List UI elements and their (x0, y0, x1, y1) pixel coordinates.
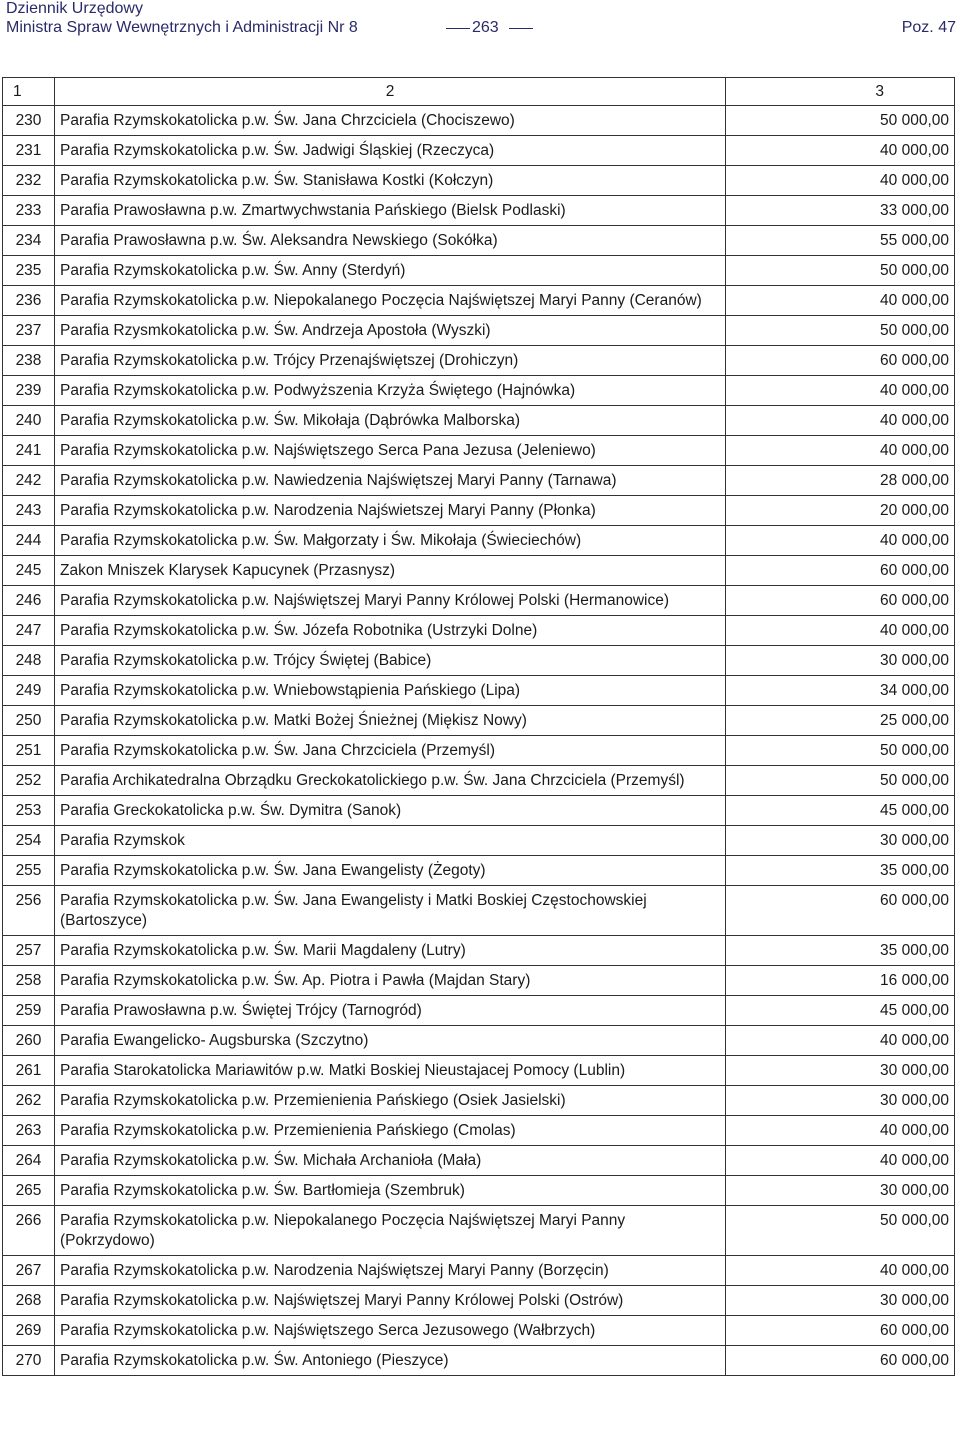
position-number: Poz. 47 (901, 19, 956, 36)
table-row (3, 1256, 955, 1286)
row-number: 241 (3, 436, 55, 466)
grant-amount: 60 000,00 (726, 1316, 955, 1346)
row-number: 243 (3, 496, 55, 526)
row-number: 237 (3, 316, 55, 346)
grant-amount: 40 000,00 (726, 526, 955, 556)
grant-amount: 60 000,00 (726, 1346, 955, 1376)
recipient-name: Parafia Rzymskokatolicka p.w. Najświętszej Maryi Panny Królowej Polski (Hermanowice) (55, 586, 726, 616)
table-row (3, 196, 955, 226)
grant-amount: 40 000,00 (726, 1026, 955, 1056)
row-number: 260 (3, 1026, 55, 1056)
recipient-name: Parafia Rzymskokatolicka p.w. Matki Bożej Śnieżnej (Miękisz Nowy) (55, 706, 726, 736)
column-number-1: 1 (3, 78, 55, 106)
grant-amount: 60 000,00 (726, 886, 955, 936)
table-row (3, 796, 955, 826)
row-number: 240 (3, 406, 55, 436)
row-number: 234 (3, 226, 55, 256)
recipient-name: Parafia Rzymskokatolicka p.w. Narodzenia Najświętszej Maryi Panny (Borzęcin) (55, 1256, 726, 1286)
table-row (3, 526, 955, 556)
row-number: 266 (3, 1206, 55, 1256)
row-number: 248 (3, 646, 55, 676)
table-row (3, 1316, 955, 1346)
table-row (3, 1206, 955, 1256)
row-number: 270 (3, 1346, 55, 1376)
table-row (3, 856, 955, 886)
table-row (3, 406, 955, 436)
row-number: 250 (3, 706, 55, 736)
row-number: 247 (3, 616, 55, 646)
grant-amount: 50 000,00 (726, 736, 955, 766)
row-number: 244 (3, 526, 55, 556)
recipient-name: Parafia Rzymskokatolicka p.w. Najświętszej Maryi Panny Królowej Polski (Ostrów) (55, 1286, 726, 1316)
table-row (3, 436, 955, 466)
recipient-name: Parafia Rzymskokatolicka p.w. Św. Jana Ewangelisty (Żegoty) (55, 856, 726, 886)
grants-table (2, 77, 955, 1376)
grant-amount: 28 000,00 (726, 466, 955, 496)
grant-amount: 35 000,00 (726, 856, 955, 886)
recipient-name: Parafia Starokatolicka Mariawitów p.w. Matki Boskiej Nieustajacej Pomocy (Lublin) (55, 1056, 726, 1086)
grant-amount: 50 000,00 (726, 106, 955, 136)
grant-amount: 40 000,00 (726, 436, 955, 466)
table-row (3, 1086, 955, 1116)
journal-title: Dziennik Urzędowy (6, 0, 143, 17)
recipient-name: Parafia Rzymskokatolicka p.w. Przemienienia Pańskiego (Cmolas) (55, 1116, 726, 1146)
recipient-name: Parafia Rzymskokatolicka p.w. Św. Mikołaja (Dąbrówka Malborska) (55, 406, 726, 436)
table-row (3, 996, 955, 1026)
grant-amount: 40 000,00 (726, 1256, 955, 1286)
table-row (3, 1026, 955, 1056)
row-number: 245 (3, 556, 55, 586)
table-row (3, 106, 955, 136)
recipient-name: Parafia Rzysmkokatolicka p.w. Św. Andrzeja Apostoła (Wyszki) (55, 316, 726, 346)
table-row (3, 646, 955, 676)
table-row (3, 616, 955, 646)
recipient-name: Parafia Rzymskokatolicka p.w. Św. Jadwigi Śląskiej (Rzeczyca) (55, 136, 726, 166)
recipient-name: Parafia Prawosławna p.w. Świętej Trójcy (Tarnogród) (55, 996, 726, 1026)
recipient-name: Parafia Rzymskokatolicka p.w. Najświętszego Serca Pana Jezusa (Jeleniewo) (55, 436, 726, 466)
recipient-name: Parafia Rzymskokatolicka p.w. Św. Jana Ewangelisty i Matki Boskiej Częstochowskiej (Bartoszyce) (55, 886, 726, 936)
recipient-name: Parafia Rzymskokatolicka p.w. Św. Stanisława Kostki (Kołczyn) (55, 166, 726, 196)
table-row (3, 346, 955, 376)
row-number: 263 (3, 1116, 55, 1146)
row-number: 268 (3, 1286, 55, 1316)
grant-amount: 30 000,00 (726, 1176, 955, 1206)
grant-amount: 60 000,00 (726, 586, 955, 616)
row-number: 261 (3, 1056, 55, 1086)
recipient-name: Parafia Rzymskokatolicka p.w. Św. Jana Chrzciciela (Przemyśl) (55, 736, 726, 766)
table-row (3, 736, 955, 766)
grant-amount: 20 000,00 (726, 496, 955, 526)
recipient-name: Parafia Rzymskokatolicka p.w. Św. Bartłomieja (Szembruk) (55, 1176, 726, 1206)
table-row (3, 1116, 955, 1146)
recipient-name: Parafia Greckokatolicka p.w. Św. Dymitra (Sanok) (55, 796, 726, 826)
grant-amount: 40 000,00 (726, 1146, 955, 1176)
table-row (3, 496, 955, 526)
recipient-name: Parafia Rzymskokatolicka p.w. Najświętszego Serca Jezusowego (Wałbrzych) (55, 1316, 726, 1346)
recipient-name: Parafia Rzymskokatolicka p.w. Trójcy Przenajświętszej (Drohiczyn) (55, 346, 726, 376)
grant-amount: 55 000,00 (726, 226, 955, 256)
table-row (3, 586, 955, 616)
recipient-name: Parafia Rzymskokatolicka p.w. Św. Ap. Piotra i Pawła (Majdan Stary) (55, 966, 726, 996)
page-header (6, 0, 956, 44)
journal-issuer: Ministra Spraw Wewnętrznych i Administracji Nr 8 (6, 19, 358, 36)
recipient-name: Parafia Rzymskokatolicka p.w. Narodzenia Najświetszej Maryi Panny (Płonka) (55, 496, 726, 526)
row-number: 257 (3, 936, 55, 966)
grant-amount: 34 000,00 (726, 676, 955, 706)
row-number: 255 (3, 856, 55, 886)
table-row (3, 766, 955, 796)
column-number-2: 2 (55, 78, 726, 106)
recipient-name: Parafia Ewangelicko- Augsburska (Szczytno) (55, 1026, 726, 1056)
table-row (3, 1346, 955, 1376)
page-number-dash-right (509, 28, 533, 29)
grant-amount: 45 000,00 (726, 796, 955, 826)
table-column-numbers (3, 78, 955, 106)
grant-amount: 40 000,00 (726, 286, 955, 316)
grant-amount: 60 000,00 (726, 346, 955, 376)
recipient-name: Parafia Rzymskokatolicka p.w. Trójcy Świętej (Babice) (55, 646, 726, 676)
row-number: 230 (3, 106, 55, 136)
grant-amount: 30 000,00 (726, 646, 955, 676)
row-number: 258 (3, 966, 55, 996)
table-row (3, 556, 955, 586)
grant-amount: 30 000,00 (726, 826, 955, 856)
page-number: 263 (472, 19, 499, 36)
recipient-name: Parafia Rzymskokatolicka p.w. Św. Michała Archanioła (Mała) (55, 1146, 726, 1176)
recipient-name: Parafia Rzymskokatolicka p.w. Nawiedzenia Najświętszej Maryi Panny (Tarnawa) (55, 466, 726, 496)
table-row (3, 376, 955, 406)
recipient-name: Parafia Rzymskokatolicka p.w. Św. Małgorzaty i Św. Mikołaja (Świeciechów) (55, 526, 726, 556)
grant-amount: 25 000,00 (726, 706, 955, 736)
table-row (3, 1146, 955, 1176)
row-number: 231 (3, 136, 55, 166)
table-row (3, 286, 955, 316)
row-number: 269 (3, 1316, 55, 1346)
recipient-name: Parafia Prawosławna p.w. Św. Aleksandra Newskiego (Sokółka) (55, 226, 726, 256)
row-number: 252 (3, 766, 55, 796)
row-number: 236 (3, 286, 55, 316)
table-row (3, 706, 955, 736)
recipient-name: Parafia Archikatedralna Obrządku Greckokatolickiego p.w. Św. Jana Chrzciciela (Przemyśl) (55, 766, 726, 796)
row-number: 259 (3, 996, 55, 1026)
grant-amount: 35 000,00 (726, 936, 955, 966)
row-number: 254 (3, 826, 55, 856)
grant-amount: 40 000,00 (726, 1116, 955, 1146)
grant-amount: 40 000,00 (726, 406, 955, 436)
row-number: 235 (3, 256, 55, 286)
row-number: 238 (3, 346, 55, 376)
grant-amount: 40 000,00 (726, 166, 955, 196)
table-row (3, 1286, 955, 1316)
row-number: 265 (3, 1176, 55, 1206)
row-number: 233 (3, 196, 55, 226)
table-row (3, 1176, 955, 1206)
table-row (3, 886, 955, 936)
grant-amount: 45 000,00 (726, 996, 955, 1026)
row-number: 256 (3, 886, 55, 936)
row-number: 251 (3, 736, 55, 766)
table-row (3, 466, 955, 496)
row-number: 262 (3, 1086, 55, 1116)
row-number: 239 (3, 376, 55, 406)
recipient-name: Parafia Rzymskokatolicka p.w. Św. Marii Magdaleny (Lutry) (55, 936, 726, 966)
column-number-3: 3 (726, 78, 955, 106)
table-row (3, 226, 955, 256)
row-number: 232 (3, 166, 55, 196)
table-row (3, 936, 955, 966)
grant-amount: 50 000,00 (726, 766, 955, 796)
table-row (3, 256, 955, 286)
row-number: 246 (3, 586, 55, 616)
row-number: 264 (3, 1146, 55, 1176)
table-row (3, 316, 955, 346)
recipient-name: Parafia Rzymskokatolicka p.w. Św. Józefa Robotnika (Ustrzyki Dolne) (55, 616, 726, 646)
recipient-name: Parafia Rzymskokatolicka p.w. Przemienienia Pańskiego (Osiek Jasielski) (55, 1086, 726, 1116)
row-number: 253 (3, 796, 55, 826)
recipient-name: Parafia Rzymskokatolicka p.w. Podwyższenia Krzyża Świętego (Hajnówka) (55, 376, 726, 406)
grant-amount: 30 000,00 (726, 1286, 955, 1316)
row-number: 267 (3, 1256, 55, 1286)
grant-amount: 50 000,00 (726, 1206, 955, 1256)
row-number: 249 (3, 676, 55, 706)
table-row (3, 1056, 955, 1086)
grant-amount: 40 000,00 (726, 136, 955, 166)
grant-amount: 40 000,00 (726, 616, 955, 646)
grant-amount: 30 000,00 (726, 1056, 955, 1086)
recipient-name: Parafia Rzymskokatolicka p.w. Niepokalanego Poczęcia Najświętszej Maryi Panny (Ceranów) (55, 286, 726, 316)
recipient-name: Parafia Prawosławna p.w. Zmartwychwstania Pańskiego (Bielsk Podlaski) (55, 196, 726, 226)
grant-amount: 16 000,00 (726, 966, 955, 996)
recipient-name: Parafia Rzymskokatolicka p.w. Niepokalanego Poczęcia Najświętszej Maryi Panny (Pokrzydowo) (55, 1206, 726, 1256)
table-row (3, 966, 955, 996)
row-number: 242 (3, 466, 55, 496)
recipient-name: Parafia Rzymskokatolicka p.w. Wniebowstąpienia Pańskiego (Lipa) (55, 676, 726, 706)
recipient-name: Zakon Mniszek Klarysek Kapucynek (Przasnysz) (55, 556, 726, 586)
table-row (3, 136, 955, 166)
grant-amount: 30 000,00 (726, 1086, 955, 1116)
recipient-name: Parafia Rzymskokatolicka p.w. Św. Jana Chrzciciela (Chociszewo) (55, 106, 726, 136)
table-row (3, 826, 955, 856)
recipient-name: Parafia Rzymskokatolicka p.w. Św. Antoniego (Pieszyce) (55, 1346, 726, 1376)
grant-amount: 40 000,00 (726, 376, 955, 406)
grant-amount: 50 000,00 (726, 316, 955, 346)
table-row (3, 676, 955, 706)
grant-amount: 33 000,00 (726, 196, 955, 226)
table-row (3, 166, 955, 196)
recipient-name: Parafia Rzymskokatolicka p.w. Św. Anny (Sterdyń) (55, 256, 726, 286)
grant-amount: 50 000,00 (726, 256, 955, 286)
recipient-name: Parafia Rzymskok (55, 826, 726, 856)
grant-amount: 60 000,00 (726, 556, 955, 586)
page-number-dash-left (446, 28, 470, 29)
